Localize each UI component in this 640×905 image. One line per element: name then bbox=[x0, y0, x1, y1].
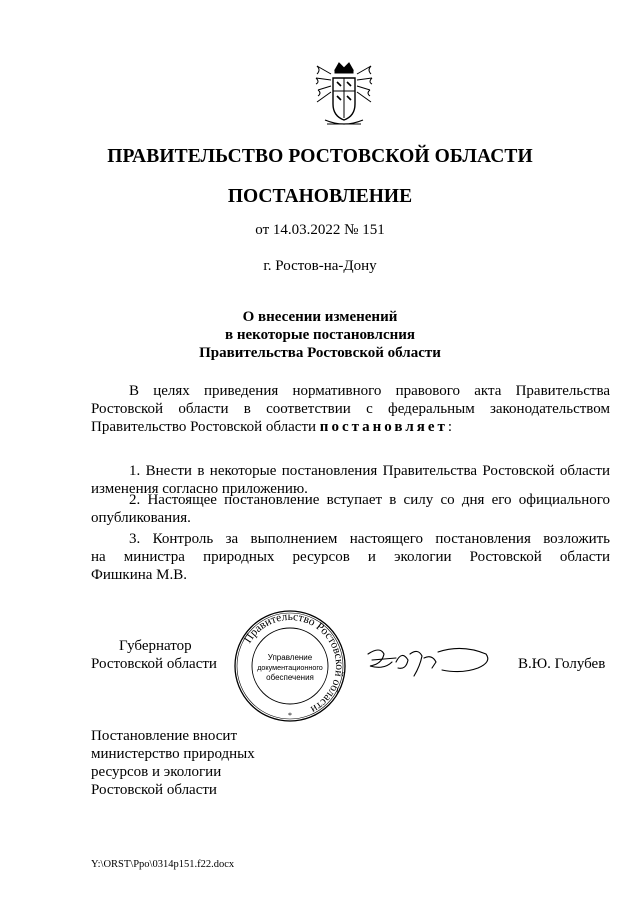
document-subject bbox=[0, 308, 640, 362]
punctuation: : bbox=[447, 419, 453, 435]
paragraph-line bbox=[91, 418, 610, 436]
handwritten-signature bbox=[362, 640, 492, 680]
introducing-body bbox=[91, 727, 255, 799]
paragraph-line: 2. Настоящее постановление вступает в силу со дня его официального bbox=[129, 492, 610, 508]
paragraph-line: на министра природных ресурсов и экологии Ростовской области bbox=[91, 549, 610, 565]
paragraph-line: опубликования. bbox=[91, 510, 191, 526]
clause-2 bbox=[91, 491, 610, 527]
paragraph-line: изменения согласно приложению. bbox=[91, 481, 308, 497]
introducer-line: Ростовской области bbox=[91, 782, 217, 798]
resolution-keyword: постановляет bbox=[319, 419, 448, 435]
seal-center-line: документационного bbox=[257, 663, 323, 672]
government-title: ПРАВИТЕЛЬСТВО РОСТОВСКОЙ ОБЛАСТИ bbox=[107, 146, 533, 167]
file-path: Y:\ORST\Ppo\0314p151.f22.docx bbox=[91, 859, 235, 870]
paragraph-line: 3. Контроль за выполнением настоящего постановления возложить bbox=[129, 531, 610, 547]
seal-center-line: обеспечения bbox=[266, 673, 314, 682]
coat-of-arms-icon bbox=[313, 60, 375, 132]
signatory-region: Ростовской области bbox=[91, 656, 217, 672]
introducer-line: Постановление вносит bbox=[91, 728, 238, 744]
introducer-line: ресурсов и экологии bbox=[91, 764, 222, 780]
document-city: г. Ростов-на-Дону bbox=[263, 258, 377, 274]
paragraph-line: Фишкина М.В. bbox=[91, 567, 188, 583]
document-type: ПОСТАНОВЛЕНИЕ bbox=[227, 186, 413, 207]
subject-line: в некоторые постановлсния bbox=[224, 327, 416, 343]
preamble-text: Правительство Ростовской области bbox=[91, 419, 320, 435]
document-date-number: от 14.03.2022 № 151 bbox=[255, 222, 385, 238]
subject-line: Правительства Ростовской области bbox=[199, 345, 441, 361]
signatory-name: В.Ю. Голубев bbox=[518, 656, 606, 672]
introducer-line: министерство природных bbox=[91, 746, 255, 762]
subject-line: О внесении изменений bbox=[242, 309, 398, 325]
paragraph-line: 1. Внести в некоторые постановления Правительства Ростовской области bbox=[129, 463, 610, 479]
preamble-paragraph bbox=[91, 382, 610, 436]
seal-ring-text: Правительство Ростовской области bbox=[242, 610, 346, 716]
clause-3 bbox=[91, 530, 610, 584]
round-seal-stamp bbox=[232, 608, 348, 724]
paragraph-line: Ростовской области в соответствии с федеральным законодательством bbox=[91, 401, 610, 417]
seal-center-line: Управление bbox=[267, 653, 313, 662]
svg-text:*: * bbox=[288, 711, 292, 720]
signatory-position: Губернатор bbox=[119, 638, 192, 654]
paragraph-line: В целях приведения нормативного правового акта Правительства bbox=[129, 383, 610, 399]
